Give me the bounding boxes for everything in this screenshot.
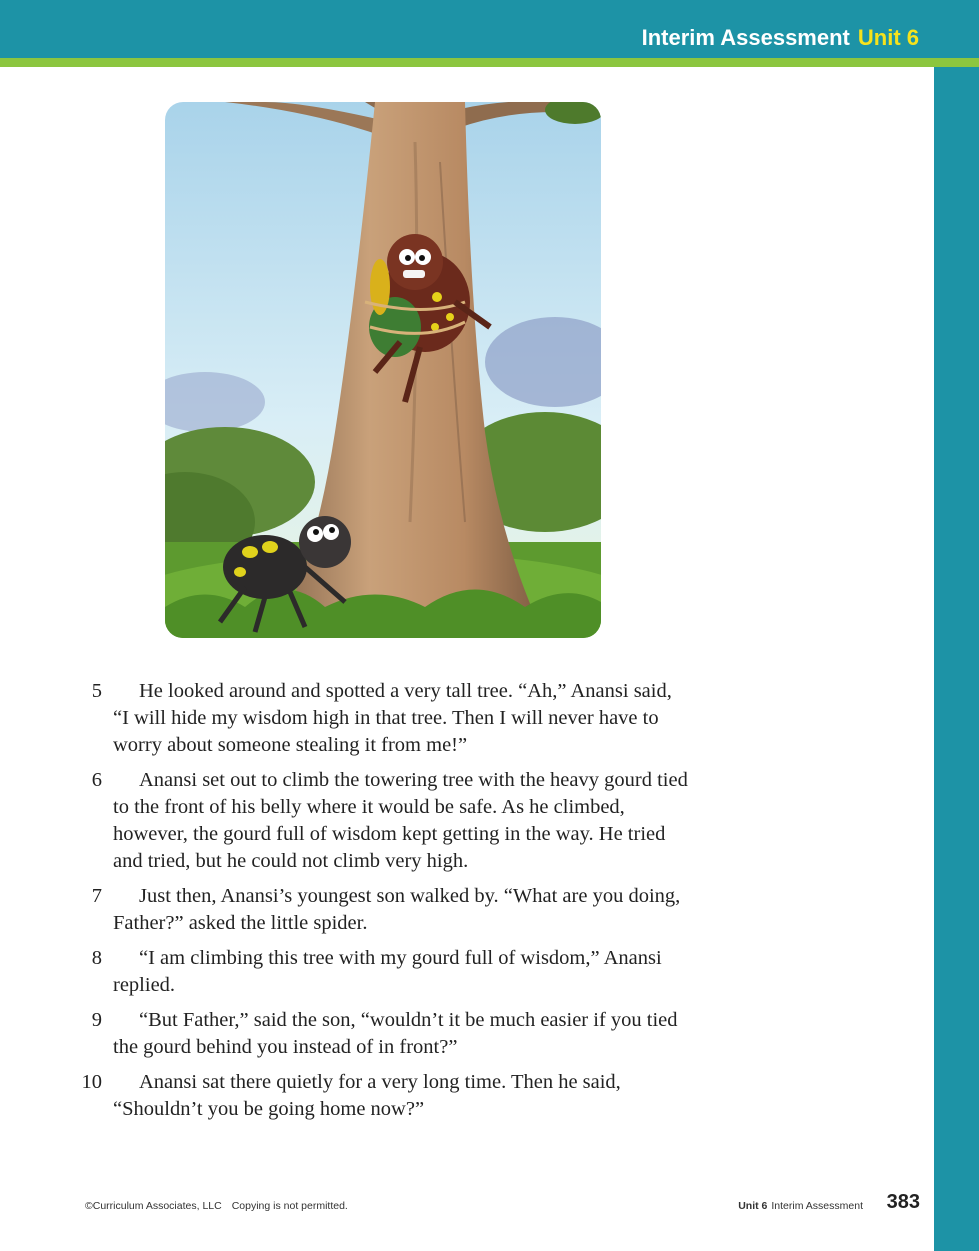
paragraph-text: “But Father,” said the son, “wouldn’t it be much easier if you tied the gourd behind you instead of in front?”: [113, 1009, 678, 1058]
paragraph-text: “I am climbing this tree with my gourd full of wisdom,” Anansi replied.: [113, 947, 662, 996]
paragraph-number: 7: [91, 885, 102, 907]
copyright-text: ©Curriculum Associates, LLC: [85, 1200, 222, 1212]
copy-notice: Copying is not permitted.: [231, 1200, 348, 1212]
header-title-text: Interim Assessment: [641, 25, 850, 50]
anansi-tree-illustration: [165, 102, 601, 638]
paragraph-number: 10: [81, 1071, 102, 1093]
paragraph-text: Anansi sat there quietly for a very long time. Then he said, “Shouldn’t you be going home now?”: [113, 1071, 621, 1120]
header-title: [642, 25, 919, 51]
paragraph-5: [72, 678, 692, 759]
paragraph-number: 9: [91, 1009, 102, 1031]
passage: [72, 678, 692, 1131]
footer-copyright: [85, 1200, 348, 1212]
side-bar: [934, 67, 979, 1251]
paragraph-number: 6: [91, 769, 102, 791]
page-number: 383: [886, 1191, 920, 1213]
paragraph-8: [72, 945, 692, 999]
paragraph-10: [72, 1069, 692, 1123]
paragraph-text: He looked around and spotted a very tall tree. “Ah,” Anansi said, “I will hide my wisdom high in that tree. Then I will never have to worry about someone stealing it from me!”: [113, 680, 672, 756]
paragraph-number: 5: [91, 680, 102, 702]
paragraph-9: [72, 1007, 692, 1061]
footer-section: [738, 1200, 863, 1212]
paragraph-6: [72, 767, 692, 875]
footer-unit: Unit 6: [738, 1200, 768, 1212]
story-illustration: [165, 102, 601, 638]
paragraph-number: 8: [91, 947, 102, 969]
footer-section-title: Interim Assessment: [771, 1200, 863, 1212]
header-unit: Unit 6: [857, 25, 919, 50]
paragraph-text: Anansi set out to climb the towering tree with the heavy gourd tied to the front of his belly where it would be safe. As he climbed, however, the gourd full of wisdom kept getting in the way. He tried and tried, but he could not climb very high.: [113, 769, 688, 872]
header-stripe: [0, 58, 979, 67]
paragraph-text: Just then, Anansi’s youngest son walked by. “What are you doing, Father?” asked the little spider.: [113, 885, 681, 934]
paragraph-7: [72, 883, 692, 937]
